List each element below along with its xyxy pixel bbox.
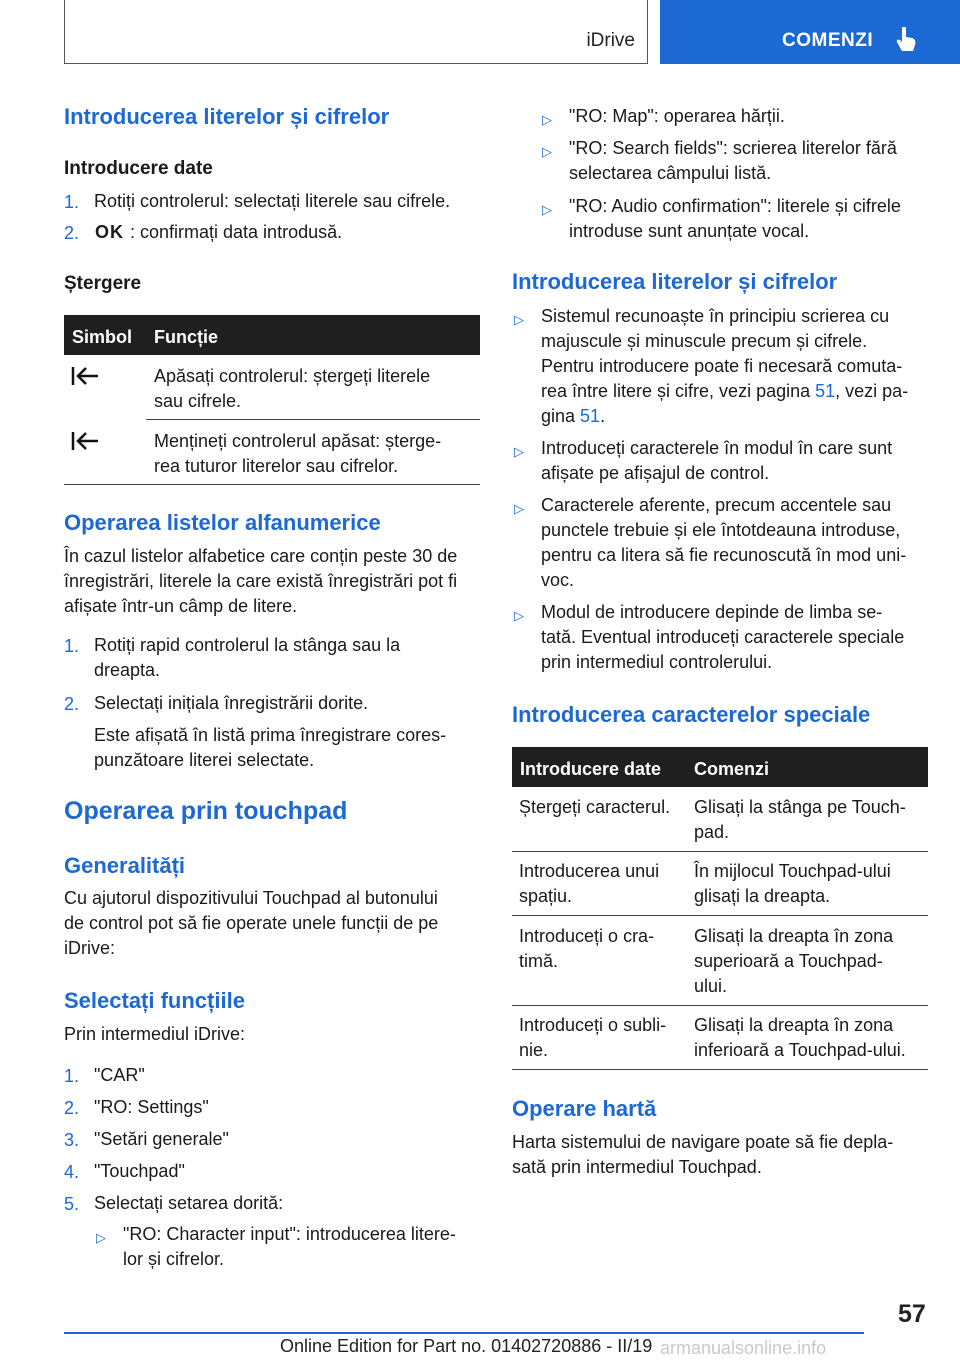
footer-rule xyxy=(64,1332,864,1334)
bullet-triangle-icon: ▷ xyxy=(514,312,524,327)
table-header-cell: Funcție xyxy=(154,327,219,347)
line: Glisați la dreapta în zona xyxy=(694,926,894,946)
step-text: "RO: Settings" xyxy=(94,1097,209,1117)
line: Rotiți rapid controlerul la stânga sau la xyxy=(94,635,401,655)
line: voc. xyxy=(541,570,575,590)
line: introduse sunt anunțate vocal. xyxy=(569,221,810,241)
table-header xyxy=(64,315,480,355)
line: "RO: Search fields": scrierea literelor fără xyxy=(569,138,897,158)
header-section-label: iDrive xyxy=(586,30,635,51)
step-text: : confirmați data introdusă. xyxy=(130,222,343,242)
line: majuscule și minuscule precum și cifrele. xyxy=(541,331,868,351)
table-cell xyxy=(519,924,654,974)
step-number: 5. xyxy=(64,1194,80,1214)
section-title-general: Generalități xyxy=(64,853,186,878)
cell-line: rea tuturor literelor sau cifrelor. xyxy=(154,456,399,476)
table-divider xyxy=(64,484,480,485)
header-tab-label: COMENZI xyxy=(782,30,874,51)
line: selectarea câmpului listă. xyxy=(569,163,772,183)
line: Introducerea unui xyxy=(519,861,660,881)
bullet-text xyxy=(123,1222,456,1272)
line: prin intermediul controlerului. xyxy=(541,652,773,672)
line: În mijlocul Touchpad-ului xyxy=(694,861,891,881)
line: Glisați la dreapta în zona xyxy=(694,1015,894,1035)
page-number: 57 xyxy=(898,1300,926,1328)
table-cell xyxy=(694,1013,906,1063)
ok-symbol: OK xyxy=(95,222,124,242)
table-divider xyxy=(512,1005,928,1006)
line: dreapta. xyxy=(94,660,161,680)
line: Este afișată în listă prima înregistrare cores- xyxy=(94,725,447,745)
step-text: "Setări generale" xyxy=(94,1129,229,1149)
line: lor și cifrelor. xyxy=(123,1249,225,1269)
bullet-triangle-icon: ▷ xyxy=(514,501,524,516)
line xyxy=(541,404,908,429)
line: Harta sistemului de navigare poate să fie depla- xyxy=(512,1132,894,1152)
line: "RO: Audio confirmation": literele și cifrele xyxy=(569,196,901,216)
table-cell xyxy=(154,429,441,479)
text-run: gina xyxy=(541,406,581,426)
step-number: 2. xyxy=(64,223,80,243)
paragraph: Prin intermediul iDrive: xyxy=(64,1024,246,1044)
subheading-input: Introducere date xyxy=(64,158,213,179)
step-number: 3. xyxy=(64,1130,80,1150)
line: Glisați la stânga pe Touch- xyxy=(694,797,906,817)
page-link[interactable]: 51 xyxy=(815,381,836,401)
step-number: 1. xyxy=(64,192,80,212)
line: Introduceți o cra- xyxy=(519,926,655,946)
step-text: Selectați setarea dorită: xyxy=(94,1193,284,1213)
line: Caracterele aferente, precum accentele sau xyxy=(541,495,892,515)
bullet-text xyxy=(541,436,892,486)
text-run: rea între litere și cifre, vezi pagina xyxy=(541,381,816,401)
bullet-text xyxy=(569,194,901,244)
line: iDrive: xyxy=(64,938,116,958)
line: Pentru introducere poate fi necesară comuta- xyxy=(541,356,903,376)
line: Cu ajutorul dispozitivului Touchpad al butonului xyxy=(64,888,438,908)
bullet-triangle-icon: ▷ xyxy=(96,1230,106,1245)
text-run: . xyxy=(600,406,606,426)
section-title-map: Operare hartă xyxy=(512,1096,657,1121)
section-title-letters-2: Introducerea literelor și cifrelor xyxy=(512,269,838,294)
line: Sistemul recunoaște în principiu scrierea cu xyxy=(541,306,890,326)
line: nie. xyxy=(519,1040,549,1060)
bullet-triangle-icon: ▷ xyxy=(542,202,552,217)
bullet-text xyxy=(569,136,897,186)
cell-line: sau cifrele. xyxy=(154,391,242,411)
bullet-triangle-icon: ▷ xyxy=(514,608,524,623)
line: afișate într-un câmp de litere. xyxy=(64,596,298,616)
cell-line: Apăsați controlerul: ștergeți literele xyxy=(154,366,431,386)
table-header-cell: Introducere date xyxy=(520,759,662,779)
table-cell xyxy=(519,795,687,820)
bullet-text xyxy=(541,600,904,675)
line: de control pot să fie operate unele funcții de pe xyxy=(64,913,439,933)
table-cell xyxy=(694,924,893,999)
paragraph xyxy=(512,1130,893,1180)
line: Introduceți o subli- xyxy=(519,1015,667,1035)
bullet-triangle-icon: ▷ xyxy=(542,112,552,127)
table-divider xyxy=(512,915,928,916)
header-tab[interactable] xyxy=(660,0,960,64)
line: Modul de introducere depinde de limba se- xyxy=(541,602,883,622)
paragraph xyxy=(64,544,457,619)
line: Ștergeți caracterul. xyxy=(519,797,671,817)
step-note xyxy=(94,723,446,773)
step-number: 1. xyxy=(64,636,80,656)
step-number: 1. xyxy=(64,1066,80,1086)
line: spațiu. xyxy=(519,886,573,906)
line: ului. xyxy=(694,976,728,996)
table-cell xyxy=(694,859,891,909)
line: inferioară a Touchpad-ului. xyxy=(694,1040,906,1060)
bullet-text: "RO: Map": operarea hărții. xyxy=(569,106,785,126)
table-header xyxy=(512,747,928,787)
section-title-select: Selectați funcțiile xyxy=(64,988,245,1013)
table-divider xyxy=(512,851,928,852)
table-header-cell: Simbol xyxy=(72,327,133,347)
line xyxy=(541,379,908,404)
paragraph xyxy=(64,886,438,961)
text-run: , vezi pa- xyxy=(835,381,909,401)
header-section-box xyxy=(64,0,648,64)
line: tată. Eventual introduceți caracterele speciale xyxy=(541,627,905,647)
line: timă. xyxy=(519,951,559,971)
subheading-delete: Ștergere xyxy=(64,273,142,294)
line: pentru ca litera să fie recunoscută în mod uni- xyxy=(541,545,907,565)
watermark: armanualsonline.info xyxy=(660,1338,827,1358)
footer-edition: Online Edition for Part no. 01402720886 - II/19 xyxy=(280,1336,653,1356)
line: pad. xyxy=(694,822,730,842)
table-divider xyxy=(512,1069,928,1070)
bullet-text xyxy=(541,493,906,593)
table-cell xyxy=(519,859,659,909)
step-text: "CAR" xyxy=(94,1065,145,1085)
table-header-cell: Comenzi xyxy=(694,759,770,779)
line: superioară a Touchpad- xyxy=(694,951,883,971)
section-title-lists: Operarea listelor alfanumerice xyxy=(64,510,381,535)
bullet-triangle-icon: ▷ xyxy=(542,144,552,159)
bullet-triangle-icon: ▷ xyxy=(514,444,524,459)
section-title-letters: Introducerea literelor și cifrelor xyxy=(64,104,390,129)
line: punzătoare literei selectate. xyxy=(94,750,315,770)
delete-back-icon xyxy=(70,431,100,451)
section-title-touchpad: Operarea prin touchpad xyxy=(64,797,348,825)
step-text: Rotiți controlerul: selectați literele sau cifrele. xyxy=(94,191,451,211)
table-cell xyxy=(519,1013,666,1063)
hand-pointer-icon xyxy=(896,25,918,53)
bullet-text xyxy=(541,304,908,429)
line: înregistrări, literele la care există înregistrări pot fi xyxy=(64,571,458,591)
cell-line: Mențineți controlerul apăsat: șterge- xyxy=(154,431,442,451)
section-title-special: Introducerea caracterelor speciale xyxy=(512,702,871,727)
table-cell xyxy=(154,364,430,414)
line: Introduceți caracterele în modul în care sunt xyxy=(541,438,893,458)
step-number: 2. xyxy=(64,694,80,714)
step-number: 2. xyxy=(64,1098,80,1118)
page-link[interactable]: 51 xyxy=(580,406,601,426)
step-text: Selectați inițiala înregistrării dorite. xyxy=(94,693,369,713)
table-cell xyxy=(694,795,906,845)
delete-back-icon xyxy=(70,366,100,386)
line: afișate pe afișajul de control. xyxy=(541,463,770,483)
table-divider xyxy=(146,419,480,420)
line: punctele trebuie și ele întotdeauna introduse, xyxy=(541,520,901,540)
line: glisați la dreapta. xyxy=(694,886,831,906)
line: sată prin intermediul Touchpad. xyxy=(512,1157,762,1177)
step-text xyxy=(94,633,400,683)
line: "RO: Character input": introducerea litere- xyxy=(123,1224,456,1244)
line: În cazul listelor alfabetice care conțin peste 30 de xyxy=(64,546,458,566)
step-text: "Touchpad" xyxy=(94,1161,185,1181)
step-number: 4. xyxy=(64,1162,80,1182)
